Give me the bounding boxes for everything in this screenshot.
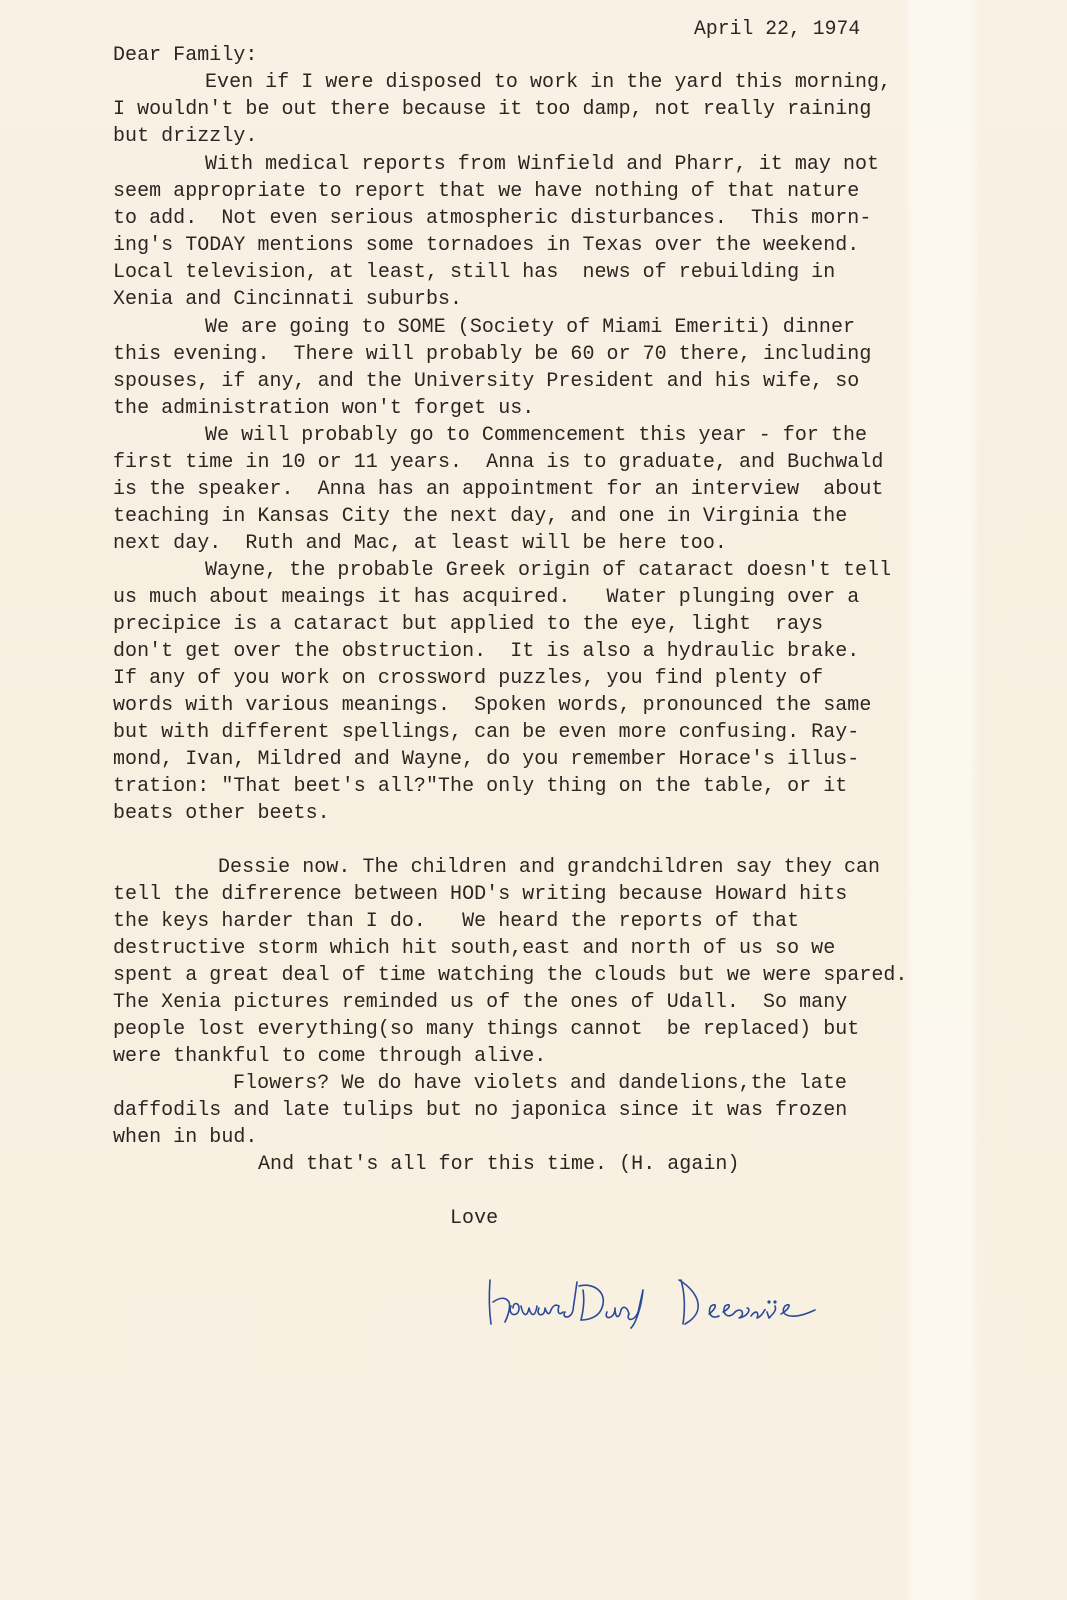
closing: Love [450, 1207, 499, 1230]
letter-line: the keys harder than I do. We heard the reports of that [113, 910, 800, 933]
letter-line: us much about meaings it has acquired. Water plunging over a [113, 586, 860, 609]
letter-line: I wouldn't be out there because it too damp, not really raining [113, 98, 872, 121]
letter-line: teaching in Kansas City the next day, and one in Virginia the [113, 505, 848, 528]
letter-line: to add. Not even serious atmospheric disturbances. This morn- [113, 207, 872, 230]
letter-line: beats other beets. [113, 802, 330, 825]
letter-line: And that's all for this time. (H. again) [258, 1153, 740, 1176]
letter-line: people lost everything(so many things cannot be replaced) but [113, 1018, 860, 1041]
letter-line: If any of you work on crossword puzzles, you find plenty of [113, 667, 824, 690]
letter-line: Local television, at least, still has news of rebuilding in [113, 261, 836, 284]
letter-line: The Xenia pictures reminded us of the ones of Udall. So many [113, 991, 848, 1014]
letter-date: April 22, 1974 [694, 18, 861, 41]
letter-line: tell the difrerence between HOD's writing because Howard hits [113, 883, 848, 906]
letter-line: With medical reports from Winfield and Pharr, it may not [205, 153, 880, 176]
letter-line: when in bud. [113, 1126, 258, 1149]
letter-line: ing's TODAY mentions some tornadoes in Texas over the weekend. [113, 234, 860, 257]
letter-line: spouses, if any, and the University President and his wife, so [113, 370, 860, 393]
letter-line: mond, Ivan, Mildred and Wayne, do you remember Horace's illus- [113, 748, 860, 771]
letter-line: first time in 10 or 11 years. Anna is to graduate, and Buchwald [113, 451, 884, 474]
letter-line: were thankful to come through alive. [113, 1045, 547, 1068]
letter-line: the administration won't forget us. [113, 397, 535, 420]
handwritten-signature [485, 1272, 885, 1332]
letter-line: don't get over the obstruction. It is also a hydraulic brake. [113, 640, 860, 663]
salutation: Dear Family: [113, 44, 258, 67]
letter-line: Xenia and Cincinnati suburbs. [113, 288, 463, 311]
letter-line: We will probably go to Commencement this year - for the [205, 424, 868, 447]
letter-line: this evening. There will probably be 60 or 70 there, including [113, 343, 872, 366]
letter-line: Wayne, the probable Greek origin of cataract doesn't tell [205, 559, 892, 582]
letter-line: We are going to SOME (Society of Miami Emeriti) dinner [205, 316, 856, 339]
letter-line: Even if I were disposed to work in the yard this morning, [205, 71, 892, 94]
letter-line: Flowers? We do have violets and dandelions,the late [233, 1072, 847, 1095]
letter-line: but with different spellings, can be even more confusing. Ray- [113, 721, 860, 744]
letter-line: precipice is a cataract but applied to the eye, light rays [113, 613, 824, 636]
letter-line: Dessie now. The children and grandchildren say they can [218, 856, 881, 879]
letter-line: tration: "That beet's all?"The only thing on the table, or it [113, 775, 848, 798]
letter-line: next day. Ruth and Mac, at least will be here too. [113, 532, 727, 555]
letter-line: but drizzly. [113, 125, 258, 148]
letter-line: destructive storm which hit south,east and north of us so we [113, 937, 836, 960]
letter-line: seem appropriate to report that we have nothing of that nature [113, 180, 860, 203]
letter-line: daffodils and late tulips but no japonica since it was frozen [113, 1099, 848, 1122]
letter-line: is the speaker. Anna has an appointment for an interview about [113, 478, 884, 501]
letter-line: words with various meanings. Spoken words, pronounced the same [113, 694, 872, 717]
letter-line: spent a great deal of time watching the clouds but we were spared. [113, 964, 908, 987]
